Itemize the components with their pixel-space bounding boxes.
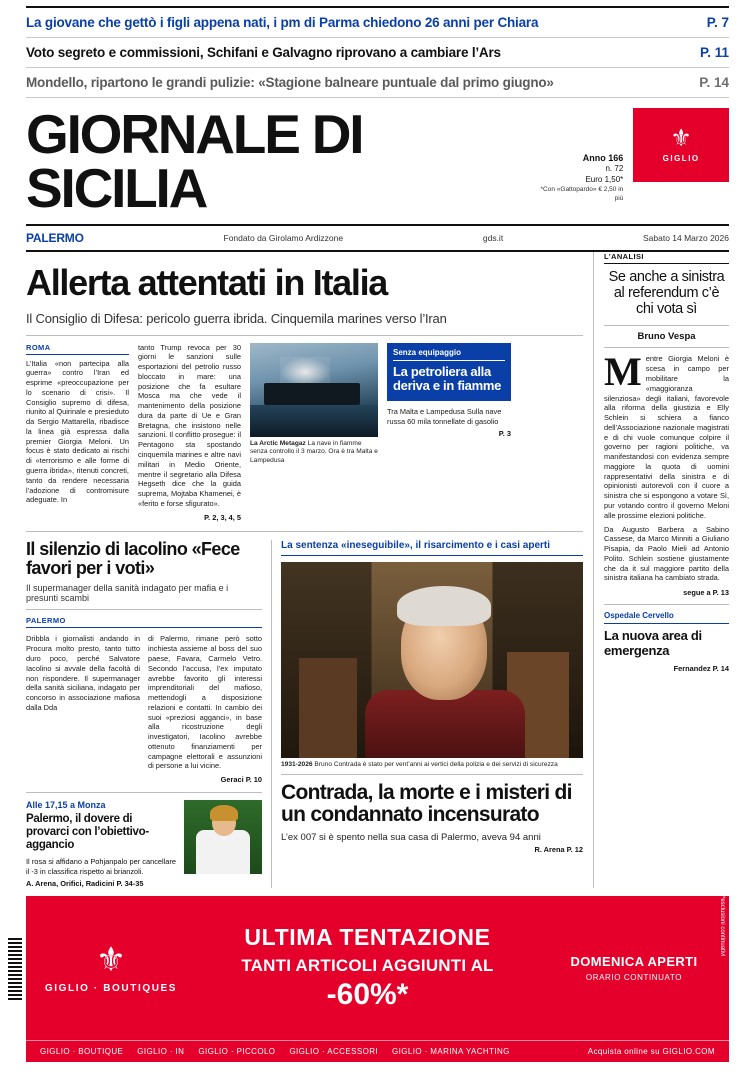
cervello-page-ref[interactable]: Fernandez P. 14 [673, 664, 729, 674]
analysis-body-2: Da Augusto Barbera a Sabino Cassese, da Marco Minniti a Giuliano Pisapia, da Paolo Mieli ad Antonio Polito. Schlein sostiene giustamente che da it sul maggiore partito della sinistra italiana ha cambiato strada. [604, 524, 729, 583]
jersey-shape [196, 830, 250, 874]
lead-kicker: ROMA [26, 343, 129, 355]
monza-headline[interactable]: Palermo, il dovere di provarci con l’obiettivo-aggancio [26, 813, 149, 851]
ad-discount: -60%* [326, 978, 409, 1011]
sea-shape [250, 405, 378, 437]
iacolino-body-1: Dribbla i giornalisti andando in Procura molto presto, tanto tutto duro poco, perché Salvatore Iacolino si avvale della facoltà di non rispondere. Il supermanager della sanità siciliana, indagato per concorso in associazione mafiosa dalla Dda [26, 634, 140, 712]
ad-brand-label: GIGLIO · BOUTIQUES [44, 982, 178, 994]
strap-headline: Voto segreto e commissioni, Schifani e Galvagno riprovano a cambiare l’Ars [26, 45, 501, 60]
analysis-body-block [604, 349, 729, 520]
lead-photo-block [250, 343, 378, 522]
highlight-title: La petroliera alla deriva e in fiamme [393, 363, 502, 394]
hair-shape [397, 586, 491, 626]
iacolino-body-2: di Palermo, rimane però sotto inchiesta assieme al boss del suo paese, Favara, Carmelo Vetro. Secondo l’accusa, l’ex imputato avrebbe favorito gli interessi imprenditoriali del mafioso, mettendogli a disposizione relazioni e contatti. In cambio dei suoi «preziosi agganci», in base alla ricostruzione degli investigatori, Iacolino avrebbe ottenuto finanziamenti per campagne elettorali e assunzioni di persone a lui vicine. [148, 634, 262, 771]
photo-caption-lead: La Arctic Metagaz [250, 439, 306, 447]
strap-page-ref: P. 11 [699, 45, 729, 60]
issue-date: Sabato 14 Marzo 2026 [642, 232, 729, 243]
masthead [0, 98, 755, 219]
contrada-headline[interactable]: Contrada, la morte e i misteri di un condannato incensurato [281, 774, 583, 827]
lead-headline[interactable]: Allerta attentati in Italia [26, 261, 387, 303]
footballer-photo [184, 800, 262, 874]
iacolino-subhead: Il supermanager della sanità indagato per mafia e i presunti scambi [26, 583, 262, 610]
ad-right-text [539, 954, 729, 982]
issue-year: Anno 166 [582, 153, 624, 163]
barcode [8, 938, 22, 1000]
dateline-bar [26, 224, 729, 252]
lead-column-2 [138, 343, 241, 522]
newspaper-logo: GIORNALE DI SICILIA [26, 103, 363, 219]
sponsor-label: GIGLIO [662, 154, 700, 163]
issue-price: Euro 1,50* [585, 174, 624, 184]
ad-brand-logo [26, 940, 196, 994]
strap-page-ref: P. 7 [706, 15, 729, 30]
photo-caption [250, 440, 378, 466]
cervello-headline[interactable]: La nuova area di emergenza [604, 628, 702, 658]
ad-online-store[interactable]: Acquista online su GIGLIO.COM [587, 1047, 715, 1056]
strap-row[interactable] [26, 38, 729, 68]
ad-brand-item: GIGLIO · BOUTIQUE [40, 1047, 124, 1056]
ad-disclaimer: *esclusioni continuativi [719, 896, 725, 957]
analysis-author: Bruno Vespa [604, 325, 729, 348]
ad-brand-item: GIGLIO · PICCOLO [198, 1047, 276, 1056]
analysis-body: entre Giorgia Meloni è scesa in campo per mobilitare la «maggioranza silenziosa» degli italiani, favorevole alla riforma della giustizia e Elly Schlein si schiera a fianco dell’Associazione nazionale magistrati e di chi vuole comunque colpire il governo per ragioni politiche, va manifestandosi con evidenza sempre maggiore la quota di uomini rappresentativi della sinistra e di opinionisti autorevoli con il cuore a sinistra che si espongono a votare Sì, pur votando contro il governo Meloni alle prossime elezioni politiche. [604, 354, 729, 520]
highlight-page-ref[interactable]: P. 3 [498, 429, 511, 439]
lead-page-refs[interactable]: P. 2, 3, 4, 5 [204, 512, 241, 522]
contrada-caption-years: 1931-2026 [281, 760, 313, 768]
ad-brand-list [40, 1047, 510, 1056]
monza-kicker: Alle 17,15 a Monza [26, 800, 106, 811]
fleur-de-lis-icon: ⚜ [670, 125, 692, 152]
strap-page-ref: P. 14 [699, 75, 729, 90]
contrada-page-ref[interactable]: R. Arena P. 12 [534, 844, 583, 854]
iacolino-columns [26, 634, 262, 784]
contrada-article [271, 540, 583, 889]
strap-row[interactable] [26, 68, 729, 98]
masthead-right [534, 108, 729, 203]
content-grid [0, 252, 755, 889]
ad-line-1: ULTIMA TENTAZIONE [244, 924, 491, 950]
monza-page-ref[interactable]: A. Arena, Orifici, Radicini P. 34-35 [26, 879, 144, 889]
chair-left-shape [299, 658, 357, 758]
main-column [26, 252, 593, 889]
fleur-de-lis-icon: ⚜ [95, 940, 127, 979]
burning-tanker-photo [250, 343, 378, 437]
strap-row[interactable] [26, 6, 729, 38]
ad-footer [26, 1040, 729, 1062]
edition-city: PALERMO [26, 230, 84, 245]
website-url[interactable]: gds.it [482, 232, 504, 243]
highlight-box-header [387, 343, 511, 401]
analysis-dropcap: M [604, 349, 642, 395]
lead-body-2: tanto Trump revoca per 30 giorni le sanzioni sulle esportazioni del petrolio russo bloccato in mare: una posizione che fa esultare Mosca ma che vede il mantenimento della posizione dura da parte di Ue e Gran Bretagna, che insistono nelle sanzioni. Il conflitto prosegue: il Pentagono sta spostando cinquemila marines e altre navi militari in Medio Oriente, mentre il segretario alla Difesa Hegseth dice che la guida suprema, Mojtaba Khamenei, è «ferito e forse sfigurato». [138, 342, 241, 508]
top-strap [0, 0, 755, 98]
founder-note: Fondato da Girolamo Ardizzone [223, 232, 344, 243]
sponsor-logo[interactable] [633, 108, 729, 182]
contrada-caption-text: Bruno Contrada è stato per vent’anni ai vertici della polizia e dei servizi di sicurezza [314, 760, 558, 768]
issue-info [534, 108, 623, 203]
iacolino-headline[interactable]: Il silenzio di Iacolino «Fece favori per i voti» [26, 538, 240, 579]
contrada-subhead: L’ex 007 si è spento nella sua casa di Palermo, aveva 94 anni [281, 831, 541, 843]
ad-line-2: TANTI ARTICOLI AGGIUNTI AL [241, 956, 494, 975]
analysis-page-ref[interactable]: segue a P. 13 [683, 588, 729, 598]
lead-article [26, 343, 583, 522]
ad-open-sunday: DOMENICA APERTI [570, 954, 698, 969]
contrada-photo [281, 562, 583, 758]
contrada-photo-caption [281, 761, 583, 768]
strap-headline: Mondello, ripartono le grandi pulizie: «Stagione balneare puntuale dal primo giugno» [26, 75, 554, 90]
issue-price-note: *Con «Gattopardo» € 2,50 in più [540, 185, 624, 202]
iacolino-kicker: PALERMO [26, 616, 262, 628]
ad-brand-item: GIGLIO · IN [137, 1047, 185, 1056]
ship-shape [264, 383, 360, 405]
iacolino-article [26, 540, 262, 889]
ad-center-text [196, 924, 539, 1012]
analysis-kicker: L’ANALISI [604, 252, 729, 264]
contrada-rail-title: La sentenza «ineseguibile», il risarcimento e i casi aperti [281, 540, 583, 556]
hair-shape [210, 805, 238, 821]
issue-number: n. 72 [605, 164, 624, 174]
iacolino-column-2 [148, 634, 262, 784]
iacolino-column-1 [26, 634, 140, 784]
lead-subhead: Il Consiglio di Difesa: pericolo guerra ibrida. Cinquemila marines verso l’Iran [26, 311, 583, 336]
monza-body: Il rosa si affidano a Pohjanpalo per cancellare il -3 in classifica rispetto ai brianzoli. [26, 856, 176, 876]
ad-hours: ORARIO CONTINUATO [585, 973, 683, 982]
monza-text [26, 800, 176, 888]
analysis-sidebar [593, 252, 729, 889]
monza-article [26, 792, 262, 888]
secondary-section [26, 531, 583, 889]
ad-main [26, 896, 729, 1040]
ad-brand-item: GIGLIO · ACCESSORI [289, 1047, 378, 1056]
bottom-advertisement[interactable] [26, 896, 729, 1062]
photo-caption-text: La nave in fiamme senza controllo il 3 marzo. Ora è tra Malta e Lampedusa [250, 439, 378, 464]
cervello-article [604, 604, 729, 673]
strap-headline: La giovane che gettò i figli appena nati, i pm di Parma chiedono 26 anni per Chiara [26, 15, 539, 30]
highlight-box[interactable] [387, 343, 511, 522]
highlight-kicker: Senza equipaggio [393, 348, 505, 361]
analysis-headline[interactable]: Se anche a sinistra al referendum c’è chi vota sì [608, 268, 725, 318]
lead-column-1 [26, 343, 129, 522]
iacolino-page-ref[interactable]: Geraci P. 10 [220, 775, 262, 785]
highlight-body: Tra Malta e Lampedusa Sulla nave russa 60 mila tonnellate di gasolio [387, 406, 502, 426]
ad-brand-item: GIGLIO · MARINA YACHTING [392, 1047, 510, 1056]
cervello-kicker: Ospedale Cervello [604, 611, 729, 624]
lead-body-1: L’Italia «non partecipa alla guerra» contro l’Iran ed esprime «preoccupazione per lo scenario di crisi». Il Consiglio supremo di difesa, riunito al Quirinale e presieduto da Sergio Mattarella, ribadisce la linea già espressa dalla premier Giorgia Meloni. Un focus è stato dedicato ai rischi di «terrorismo e alle forme di guerra ibrida», ritenuti concreti, tanto da rendere necessaria l’adozione di contromisure adeguate. In [26, 358, 129, 505]
torso-shape [365, 690, 525, 758]
